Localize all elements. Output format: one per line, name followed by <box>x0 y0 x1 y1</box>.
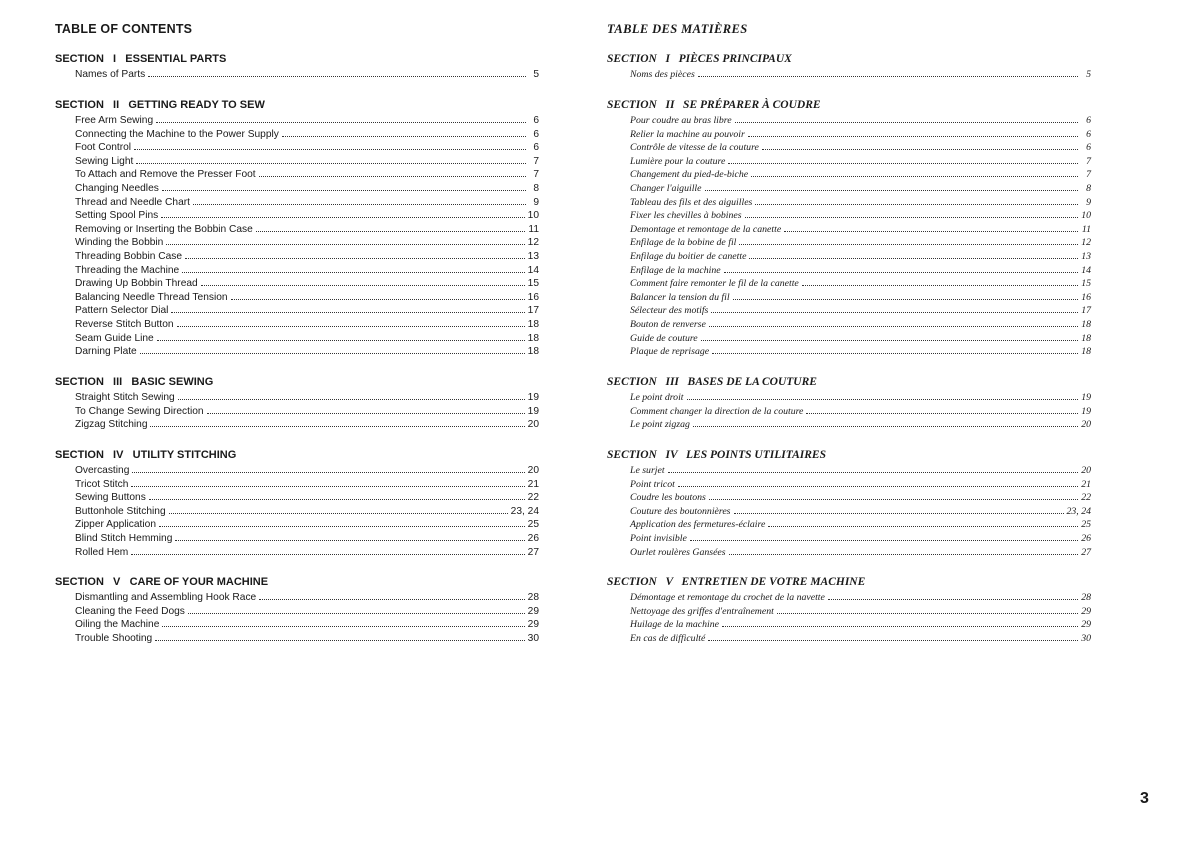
entry-page-number: 10 <box>1081 210 1091 222</box>
entry-page-number: 5 <box>533 69 539 80</box>
entry-page-number: 27 <box>1081 546 1091 558</box>
english-section-1 <box>55 50 539 82</box>
entry-label: Point tricot <box>630 478 675 490</box>
entry-list <box>607 68 1091 82</box>
toc-entry <box>55 141 539 155</box>
entry-label: Zigzag Stitching <box>75 419 148 431</box>
entry-page-number: 6 <box>533 142 539 154</box>
dot-leader <box>171 311 524 313</box>
section-heading: SECTION I PIÈCES PRINCIPAUX <box>607 53 792 65</box>
dot-leader <box>259 598 524 600</box>
toc-entry <box>55 250 539 264</box>
dot-leader <box>131 553 524 555</box>
dot-leader <box>705 189 1079 191</box>
entry-page-number: 19 <box>527 405 539 417</box>
toc-entry <box>607 632 1091 646</box>
entry-label: Sewing Buttons <box>75 492 146 504</box>
dot-leader <box>701 339 1078 341</box>
french-section-2 <box>607 96 1091 359</box>
entry-label: Sélecteur des motifs <box>630 305 709 317</box>
toc-entry <box>607 532 1091 546</box>
toc-entry <box>55 632 539 646</box>
toc-entry <box>607 68 1091 82</box>
section-heading: SECTION IV UTILITY STITCHING <box>55 449 237 461</box>
entry-label: Zipper Application <box>75 519 156 531</box>
section-heading: SECTION II GETTING READY TO SEW <box>55 99 265 111</box>
dot-leader <box>739 243 1078 245</box>
toc-entry <box>607 155 1091 169</box>
entry-list <box>55 391 539 432</box>
toc-entry <box>607 332 1091 346</box>
toc-entry <box>55 418 539 432</box>
entry-page-number: 10 <box>527 210 539 222</box>
toc-entry <box>55 209 539 223</box>
entry-label: Couture des boutonnières <box>630 505 731 517</box>
entry-page-number: 18 <box>527 318 539 330</box>
entry-page-number: 6 <box>1086 128 1091 140</box>
dot-leader <box>231 298 525 300</box>
dot-leader <box>134 148 526 150</box>
entry-label: Setting Spool Pins <box>75 210 159 222</box>
toc-entry <box>607 491 1091 505</box>
dot-leader <box>735 121 1078 123</box>
entry-label: En cas de difficulté <box>630 632 706 644</box>
french-section-1 <box>607 50 1091 82</box>
entry-label: Relier la machine au pouvoir <box>630 128 745 140</box>
dot-leader <box>157 339 525 341</box>
entry-label: Tableau des fils et des aiguilles <box>630 196 753 208</box>
entry-label: Seam Guide Line <box>75 332 154 344</box>
toc-entry <box>55 304 539 318</box>
dot-leader <box>745 216 1078 218</box>
entry-list <box>607 464 1091 559</box>
toc-entry <box>55 518 539 532</box>
entry-page-number: 23, 24 <box>510 505 539 517</box>
entry-label: Oiling the Machine <box>75 619 160 631</box>
entry-label: Changer l'aiguille <box>630 182 702 194</box>
dot-leader <box>156 121 526 123</box>
entry-label: Names of Parts <box>75 69 146 80</box>
english-section-5 <box>55 573 539 645</box>
entry-page-number: 17 <box>527 305 539 317</box>
entry-page-number: 23, 24 <box>1066 505 1091 517</box>
dot-leader <box>132 471 524 473</box>
section-heading: SECTION III BASES DE LA COUTURE <box>607 376 817 388</box>
toc-entry <box>607 591 1091 605</box>
entry-label: Blind Stitch Hemming <box>75 532 173 544</box>
entry-label: Tricot Stitch <box>75 478 129 490</box>
french-section-5 <box>607 573 1091 645</box>
toc-entry <box>55 591 539 605</box>
dot-leader <box>150 425 524 427</box>
entry-page-number: 20 <box>1081 419 1091 431</box>
entry-label: Ourlet roulères Gansées <box>630 546 726 558</box>
page-number: 3 <box>1140 790 1149 807</box>
entry-list <box>55 68 539 82</box>
entry-page-number: 7 <box>533 155 539 167</box>
dot-leader <box>185 257 525 259</box>
toc-entry <box>55 68 539 82</box>
dot-leader <box>162 625 524 627</box>
entry-page-number: 18 <box>1081 318 1091 330</box>
entry-page-number: 22 <box>1081 492 1091 504</box>
entry-label: Le point droit <box>630 392 684 403</box>
entry-page-number: 11 <box>1081 223 1091 235</box>
dot-leader <box>175 539 524 541</box>
entry-list <box>607 114 1091 359</box>
toc-entry <box>55 182 539 196</box>
entry-label: Drawing Up Bobbin Thread <box>75 278 198 290</box>
entry-page-number: 30 <box>527 632 539 644</box>
entry-label: Overcasting <box>75 465 130 476</box>
dot-leader <box>668 471 1078 473</box>
dot-leader <box>177 325 525 327</box>
entry-page-number: 17 <box>1081 305 1091 317</box>
entry-list <box>55 114 539 359</box>
entry-page-number: 25 <box>527 519 539 531</box>
section-heading: SECTION II SE PRÉPARER À COUDRE <box>607 99 821 111</box>
toc-entry <box>607 182 1091 196</box>
entry-page-number: 16 <box>527 291 539 303</box>
dot-leader <box>751 175 1078 177</box>
dot-leader <box>728 162 1078 164</box>
entry-page-number: 29 <box>1081 605 1091 617</box>
entry-label: Connecting the Machine to the Power Supply <box>75 128 279 140</box>
entry-page-number: 20 <box>1081 465 1091 476</box>
entry-page-number: 12 <box>527 237 539 249</box>
toc-entry <box>55 332 539 346</box>
entry-label: Pour coudre au bras libre <box>630 115 732 126</box>
dot-leader <box>169 512 508 514</box>
entry-page-number: 27 <box>527 546 539 558</box>
dot-leader <box>755 203 1078 205</box>
entry-list <box>55 591 539 645</box>
english-section-4 <box>55 446 539 559</box>
toc-entry <box>607 605 1091 619</box>
english-section-3 <box>55 373 539 432</box>
entry-page-number: 6 <box>1086 142 1091 154</box>
dot-leader <box>806 412 1078 414</box>
dot-leader <box>712 352 1078 354</box>
section-heading: SECTION IV LES POINTS UTILITAIRES <box>607 449 826 461</box>
entry-label: Pattern Selector Dial <box>75 305 169 317</box>
section-heading: SECTION III BASIC SEWING <box>55 376 214 388</box>
dot-leader <box>282 135 526 137</box>
entry-page-number: 26 <box>527 532 539 544</box>
toc-entry <box>607 291 1091 305</box>
toc-entry <box>607 264 1091 278</box>
entry-label: Contrôle de vitesse de la couture <box>630 142 759 154</box>
toc-entry <box>55 168 539 182</box>
entry-label: Enfilage de la machine <box>630 264 721 276</box>
entry-page-number: 6 <box>1086 115 1091 126</box>
dot-leader <box>178 398 525 400</box>
toc-entry <box>607 277 1091 291</box>
dot-leader <box>193 203 526 205</box>
toc-entry <box>55 223 539 237</box>
entry-label: Winding the Bobbin <box>75 237 164 249</box>
entry-label: Darning Plate <box>75 346 137 358</box>
entry-label: Coudre les boutons <box>630 492 706 504</box>
toc-entry <box>607 618 1091 632</box>
entry-page-number: 19 <box>1081 392 1091 403</box>
entry-page-number: 18 <box>527 346 539 358</box>
toc-entry <box>55 464 539 478</box>
entry-page-number: 8 <box>1086 182 1091 194</box>
toc-entry <box>55 196 539 210</box>
toc-entry <box>607 196 1091 210</box>
french-section-3 <box>607 373 1091 432</box>
entry-label: To Change Sewing Direction <box>75 405 204 417</box>
dot-leader <box>777 612 1078 614</box>
entry-page-number: 26 <box>1081 532 1091 544</box>
entry-page-number: 11 <box>528 223 539 235</box>
entry-page-number: 18 <box>527 332 539 344</box>
toc-entry <box>607 345 1091 359</box>
entry-label: Cleaning the Feed Dogs <box>75 605 185 617</box>
dot-leader <box>148 75 526 77</box>
entry-page-number: 6 <box>533 128 539 140</box>
toc-entry <box>607 318 1091 332</box>
entry-page-number: 28 <box>527 592 539 603</box>
dot-leader <box>687 398 1078 400</box>
entry-page-number: 29 <box>527 605 539 617</box>
entry-label: Bouton de renverse <box>630 318 706 330</box>
dot-leader <box>768 525 1078 527</box>
dot-leader <box>729 553 1078 555</box>
entry-page-number: 13 <box>1081 250 1091 262</box>
dot-leader <box>802 284 1078 286</box>
dot-leader <box>136 162 526 164</box>
toc-entry <box>55 532 539 546</box>
dot-leader <box>748 135 1078 137</box>
entry-label: Changing Needles <box>75 182 159 194</box>
entry-label: To Attach and Remove the Presser Foot <box>75 169 256 181</box>
toc-entry <box>55 114 539 128</box>
entry-page-number: 7 <box>533 169 539 181</box>
entry-label: Huilage de la machine <box>630 619 719 631</box>
toc-entry <box>607 518 1091 532</box>
toc-entry <box>55 391 539 405</box>
entry-page-number: 7 <box>1086 155 1091 167</box>
toc-entry <box>55 491 539 505</box>
entry-label: Threading the Machine <box>75 264 180 276</box>
dot-leader <box>161 216 524 218</box>
entry-page-number: 9 <box>1086 196 1091 208</box>
section-heading: SECTION I ESSENTIAL PARTS <box>55 53 227 65</box>
entry-page-number: 15 <box>527 278 539 290</box>
toc-entry <box>607 223 1091 237</box>
entry-label: Removing or Inserting the Bobbin Case <box>75 223 253 235</box>
toc-entry <box>55 605 539 619</box>
dot-leader <box>690 539 1078 541</box>
toc-entry <box>55 155 539 169</box>
english-section-2 <box>55 96 539 359</box>
entry-page-number: 14 <box>1081 264 1091 276</box>
dot-leader <box>166 243 524 245</box>
dot-leader <box>709 498 1078 500</box>
entry-label: Trouble Shooting <box>75 632 153 644</box>
toc-entry <box>607 418 1091 432</box>
section-heading: SECTION V ENTRETIEN DE VOTRE MACHINE <box>607 576 866 588</box>
toc-entry <box>607 464 1091 478</box>
dot-leader <box>762 148 1078 150</box>
entry-page-number: 20 <box>527 419 539 431</box>
entry-label: Reverse Stitch Button <box>75 318 174 330</box>
entry-label: Noms des pièces <box>630 69 695 80</box>
toc-entry <box>607 128 1091 142</box>
toc-entry <box>607 546 1091 560</box>
entry-label: Enfilage du boitier de canette <box>630 250 747 262</box>
toc-entry <box>55 478 539 492</box>
entry-label: Foot Control <box>75 142 132 154</box>
entry-page-number: 19 <box>1081 405 1091 417</box>
entry-page-number: 12 <box>1081 237 1091 249</box>
toc-entry <box>607 304 1091 318</box>
toc-entry <box>55 546 539 560</box>
dot-leader <box>256 230 526 232</box>
dot-leader <box>140 352 525 354</box>
entry-page-number: 19 <box>527 392 539 403</box>
toc-entry <box>55 128 539 142</box>
entry-label: Nettoyage des griffes d'entraînement <box>630 605 774 617</box>
dot-leader <box>159 525 525 527</box>
entry-page-number: 28 <box>1081 592 1091 603</box>
entry-label: Dismantling and Assembling Hook Race <box>75 592 257 603</box>
entry-label: Straight Stitch Sewing <box>75 392 175 403</box>
toc-entry <box>607 236 1091 250</box>
french-title: TABLE DES MATIÈRES <box>607 22 748 36</box>
entry-list <box>607 591 1091 645</box>
entry-label: Buttonhole Stitching <box>75 505 166 517</box>
entry-page-number: 14 <box>527 264 539 276</box>
entry-label: Le surjet <box>630 465 665 476</box>
toc-entry <box>607 405 1091 419</box>
entry-label: Comment changer la direction de la couture <box>630 405 804 417</box>
dot-leader <box>131 485 524 487</box>
entry-page-number: 20 <box>527 465 539 476</box>
entry-label: Lumière pour la couture <box>630 155 726 167</box>
toc-entry <box>55 236 539 250</box>
toc-entry <box>607 391 1091 405</box>
toc-entry <box>55 505 539 519</box>
dot-leader <box>149 498 525 500</box>
toc-entry <box>607 141 1091 155</box>
entry-page-number: 18 <box>1081 346 1091 358</box>
entry-page-number: 6 <box>533 115 539 126</box>
toc-entry <box>55 291 539 305</box>
entry-label: Le point zigzag <box>630 419 690 431</box>
toc-entry <box>607 478 1091 492</box>
entry-list <box>55 464 539 559</box>
entry-label: Démontage et remontage du crochet de la navette <box>630 592 825 603</box>
dot-leader <box>724 271 1078 273</box>
toc-entry <box>55 318 539 332</box>
toc-entry <box>55 264 539 278</box>
section-heading: SECTION V CARE OF YOUR MACHINE <box>55 576 269 588</box>
entry-page-number: 29 <box>1081 619 1091 631</box>
dot-leader <box>734 512 1064 514</box>
toc-entry <box>607 505 1091 519</box>
dot-leader <box>708 639 1078 641</box>
english-title: TABLE OF CONTENTS <box>55 22 193 36</box>
entry-page-number: 21 <box>1081 478 1091 490</box>
entry-label: Thread and Needle Chart <box>75 196 190 208</box>
dot-leader <box>698 75 1078 77</box>
entry-page-number: 8 <box>533 182 539 194</box>
dot-leader <box>155 639 524 641</box>
entry-label: Balancing Needle Thread Tension <box>75 291 228 303</box>
entry-page-number: 5 <box>1086 69 1091 80</box>
dot-leader <box>711 311 1078 313</box>
entry-page-number: 18 <box>1081 332 1091 344</box>
toc-entry <box>55 618 539 632</box>
entry-label: Changement du pied-de-biche <box>630 169 749 181</box>
dot-leader <box>828 598 1078 600</box>
entry-label: Fixer les chevilles à bobines <box>630 210 742 222</box>
entry-page-number: 29 <box>527 619 539 631</box>
entry-page-number: 22 <box>527 492 539 504</box>
entry-page-number: 9 <box>533 196 539 208</box>
dot-leader <box>722 625 1078 627</box>
dot-leader <box>201 284 525 286</box>
entry-label: Enfilage de la bobine de fil <box>630 237 737 249</box>
dot-leader <box>678 485 1078 487</box>
entry-page-number: 15 <box>1081 278 1091 290</box>
dot-leader <box>709 325 1078 327</box>
entry-label: Guide de couture <box>630 332 698 344</box>
entry-page-number: 16 <box>1081 291 1091 303</box>
entry-label: Balancer la tension du fil <box>630 291 730 303</box>
entry-page-number: 13 <box>527 250 539 262</box>
dot-leader <box>207 412 525 414</box>
entry-label: Rolled Hem <box>75 546 129 558</box>
dot-leader <box>182 271 524 273</box>
entry-page-number: 7 <box>1086 169 1091 181</box>
dot-leader <box>162 189 526 191</box>
toc-entry <box>55 345 539 359</box>
dot-leader <box>693 425 1078 427</box>
toc-entry <box>55 277 539 291</box>
french-section-4 <box>607 446 1091 559</box>
entry-label: Comment faire remonter le fil de la canette <box>630 278 799 290</box>
toc-entry <box>607 168 1091 182</box>
dot-leader <box>749 257 1078 259</box>
toc-entry <box>607 250 1091 264</box>
entry-label: Free Arm Sewing <box>75 115 154 126</box>
entry-label: Sewing Light <box>75 155 134 167</box>
entry-label: Demontage et remontage de la canette <box>630 223 782 235</box>
toc-entry <box>607 209 1091 223</box>
entry-page-number: 21 <box>527 478 539 490</box>
entry-label: Application des fermetures-éclaire <box>630 519 766 531</box>
entry-label: Point invisible <box>630 532 687 544</box>
entry-page-number: 25 <box>1081 519 1091 531</box>
toc-entry <box>607 114 1091 128</box>
dot-leader <box>784 230 1078 232</box>
dot-leader <box>259 175 526 177</box>
dot-leader <box>188 612 525 614</box>
entry-page-number: 30 <box>1081 632 1091 644</box>
toc-entry <box>55 405 539 419</box>
entry-label: Threading Bobbin Case <box>75 250 183 262</box>
entry-label: Plaque de reprisage <box>630 346 710 358</box>
entry-list <box>607 391 1091 432</box>
dot-leader <box>733 298 1078 300</box>
